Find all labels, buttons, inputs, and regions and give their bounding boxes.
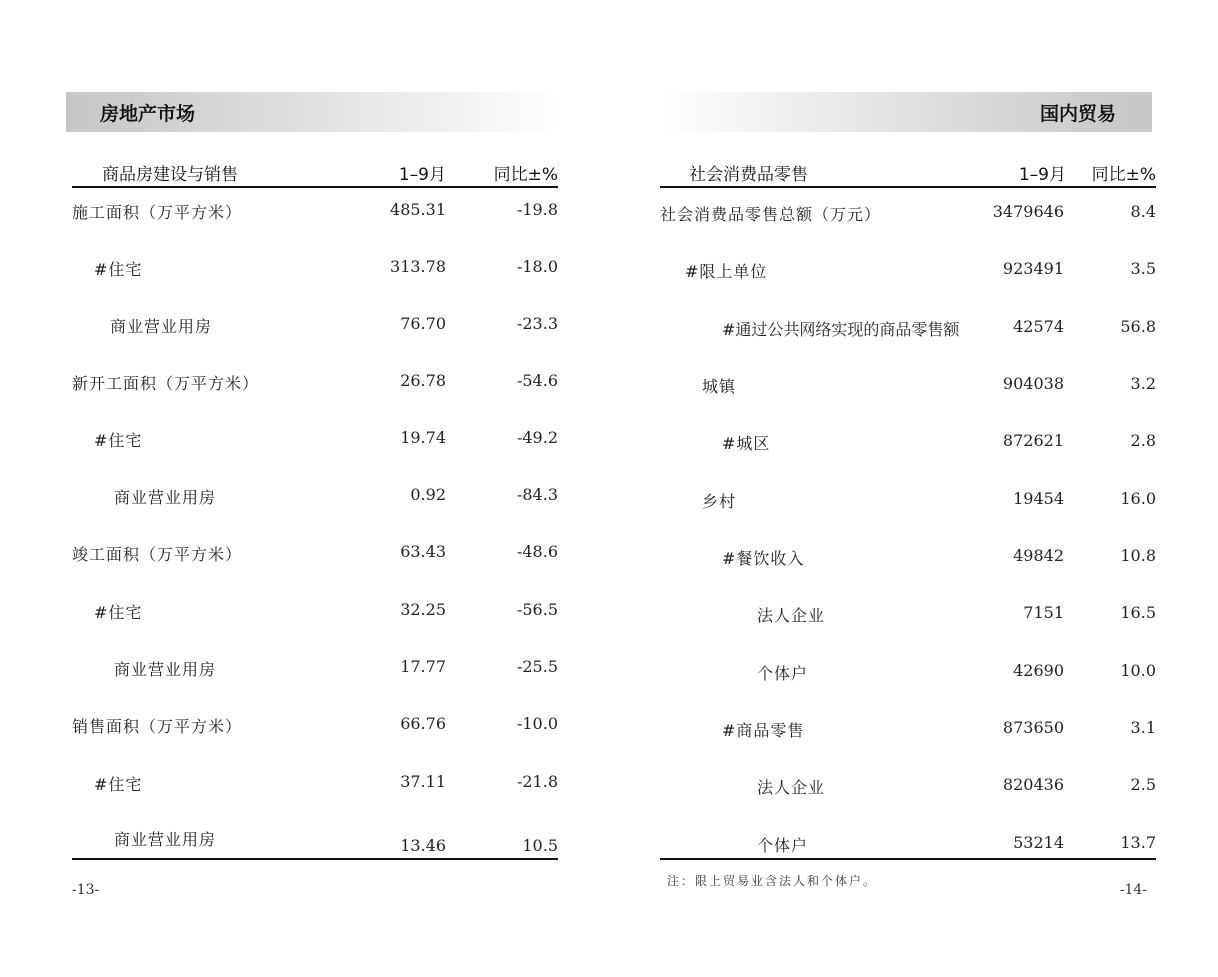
row-value: 19.74 [400,428,446,447]
row-label: 商业营业用房 [114,488,217,507]
row-yoy: -54.6 [516,371,558,390]
row-label: #住宅 [94,603,143,622]
table-header [660,152,1156,188]
table-row [72,371,558,401]
footnote: 注：限上贸易业含法人和个体户。 [667,874,878,888]
row-label: 个体户 [757,836,809,855]
table-row [72,257,558,287]
row-label: 销售面积（万平方米） [72,717,243,736]
table-row [72,657,558,687]
row-yoy: 16.5 [1120,603,1156,622]
table-row [72,200,558,230]
row-yoy: -56.5 [516,600,558,619]
row-yoy: -10.0 [516,714,558,733]
row-value: 485.31 [390,200,446,219]
table-row [660,546,1156,576]
table-row [72,542,558,572]
row-label: 商业营业用房 [114,830,217,849]
row-yoy: -23.3 [516,314,558,333]
row-value: 37.11 [400,772,446,791]
table-row [72,714,558,744]
table-row [72,829,558,859]
row-value: 19454 [1013,489,1064,508]
table-header [72,152,558,188]
table-row [72,428,558,458]
row-yoy: 2.8 [1130,431,1156,450]
row-yoy: 3.5 [1130,259,1156,278]
page-number: -13- [72,882,100,898]
page-number: -14- [1119,882,1147,898]
row-value: 66.76 [400,714,446,733]
row-yoy: 16.0 [1120,489,1156,508]
row-value: 49842 [1013,546,1064,565]
column-header-item: 商品房建设与销售 [102,165,238,185]
table-row [660,661,1156,691]
column-header-period: 1–9月 [1018,165,1066,185]
row-yoy: 10.5 [522,836,558,855]
row-value: 26.78 [400,371,446,390]
table-row [660,259,1156,289]
table-row [72,600,558,630]
section-title-real-estate: 房地产市场 [66,92,560,132]
row-label: #住宅 [94,775,143,794]
row-yoy: 2.5 [1130,775,1156,794]
table-row [660,718,1156,748]
row-label: 法人企业 [757,778,826,797]
row-value: 904038 [1002,374,1064,393]
row-label: 竣工面积（万平方米） [72,545,243,564]
column-header-yoy: 同比±% [493,165,558,185]
row-label: 法人企业 [757,606,826,625]
row-value: 3479646 [992,202,1064,221]
right-page [609,0,1218,977]
column-header-item: 社会消费品零售 [689,165,808,185]
row-yoy: -18.0 [516,257,558,276]
row-label: #城区 [722,434,771,453]
row-yoy: 10.8 [1120,546,1156,565]
row-label: 商业营业用房 [114,660,217,679]
row-value: 76.70 [400,314,446,333]
table-bottom-rule [660,858,1156,860]
section-title-domestic-trade: 国内贸易 [659,92,1152,132]
row-value: 873650 [1002,718,1064,737]
row-label: 施工面积（万平方米） [72,203,243,222]
row-yoy: -48.6 [516,542,558,561]
row-yoy: 8.4 [1130,202,1156,221]
row-value: 0.92 [410,485,446,504]
table-row [660,431,1156,461]
table-row [660,775,1156,805]
table-row [72,772,558,802]
column-header-yoy: 同比±% [1091,165,1156,185]
table-row [72,314,558,344]
row-label: #住宅 [94,431,143,450]
row-value: 63.43 [400,542,446,561]
table-row [660,317,1156,347]
row-label: #餐饮收入 [722,549,805,568]
row-yoy: 10.0 [1120,661,1156,680]
table-row [72,485,558,515]
row-yoy: -49.2 [516,428,558,447]
row-yoy: 3.1 [1130,718,1156,737]
row-value: 13.46 [400,836,446,855]
row-label: 城镇 [702,377,737,396]
table-row [660,374,1156,404]
row-yoy: -19.8 [516,200,558,219]
row-value: 17.77 [400,657,446,676]
row-value: 53214 [1013,833,1064,852]
row-yoy: -21.8 [516,772,558,791]
column-header-period: 1–9月 [398,165,446,185]
row-label: #住宅 [94,260,143,279]
row-label: #商品零售 [722,721,805,740]
row-yoy: 56.8 [1120,317,1156,336]
row-value: 872621 [1002,431,1064,450]
row-label: 个体户 [757,664,809,683]
row-yoy: -25.5 [516,657,558,676]
row-value: 7151 [1023,603,1064,622]
table-row [660,603,1156,633]
row-value: 42574 [1013,317,1064,336]
row-value: 42690 [1013,661,1064,680]
row-value: 820436 [1002,775,1064,794]
row-label: 社会消费品零售总额（万元） [660,205,882,224]
row-label: 乡村 [702,492,737,511]
row-value: 923491 [1002,259,1064,278]
table-bottom-rule [72,858,558,860]
row-yoy: 3.2 [1130,374,1156,393]
row-label: 新开工面积（万平方米） [72,374,260,393]
row-value: 313.78 [390,257,446,276]
row-value: 32.25 [400,600,446,619]
row-label: #通过公共网络实现的商品零售额 [722,320,960,339]
row-label: #限上单位 [685,262,768,281]
table-row [660,489,1156,519]
row-label: 商业营业用房 [110,317,213,336]
row-yoy: 13.7 [1120,833,1156,852]
row-yoy: -84.3 [516,485,558,504]
table-row [660,202,1156,232]
